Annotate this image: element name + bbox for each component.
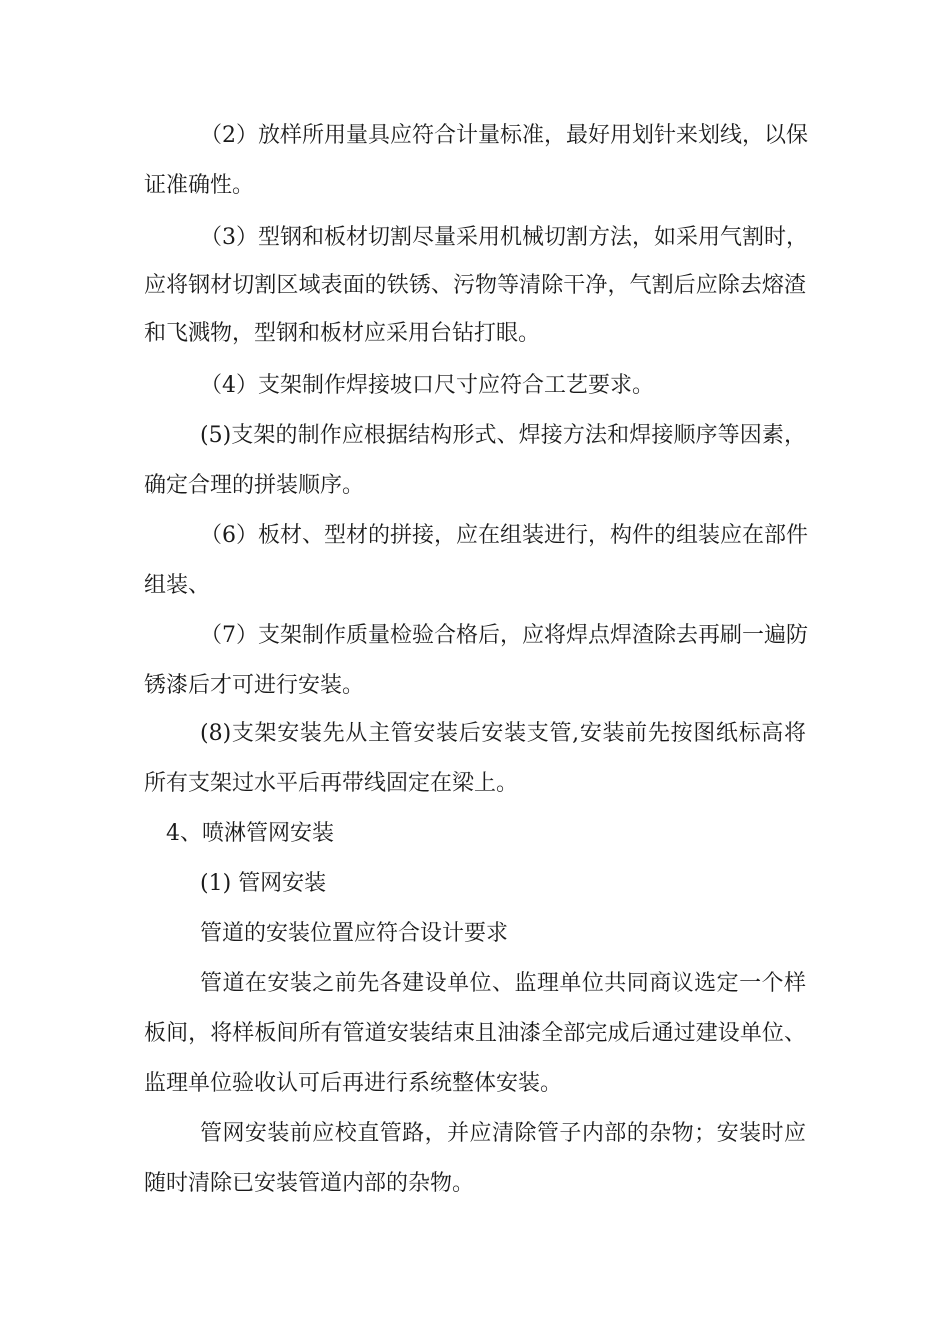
- paragraph-clean-line-1: 管网安装前应校直管路，并应清除管子内部的杂物；安装时应: [200, 1121, 806, 1146]
- paragraph-3-line-2: 应将钢材切割区域表面的铁锈、污物等清除干净，气割后应除去熔渣: [144, 273, 806, 298]
- paragraph-2-line-1: （2）放样所用量具应符合计量标准，最好用划针来划线，以保: [200, 123, 808, 148]
- paragraph-sample-line-1: 管道在安装之前先各建设单位、监理单位共同商议选定一个样: [200, 971, 806, 996]
- paragraph-sample-line-3: 监理单位验收认可后再进行系统整体安装。: [144, 1071, 563, 1096]
- paragraph-8-line-1: (8)支架安装先从主管安装后安装支管,安装前先按图纸标高将: [200, 721, 806, 746]
- paragraph-3-line-3: 和飞溅物，型钢和板材应采用台钻打眼。: [144, 321, 541, 346]
- paragraph-requirement: 管道的安装位置应符合设计要求: [200, 921, 509, 946]
- paragraph-7-line-2: 锈漆后才可进行安装。: [144, 673, 365, 698]
- paragraph-7-line-1: （7）支架制作质量检验合格后，应将焊点焊渣除去再刷一遍防: [200, 623, 808, 648]
- section-heading: 4、喷淋管网安装: [166, 821, 334, 846]
- paragraph-2-line-2: 证准确性。: [144, 173, 255, 198]
- paragraph-5-line-2: 确定合理的拼装顺序。: [144, 473, 365, 498]
- paragraph-3-line-1: （3）型钢和板材切割尽量采用机械切割方法，如采用气割时，: [200, 225, 808, 250]
- paragraph-8-line-2: 所有支架过水平后再带线固定在梁上。: [144, 771, 519, 796]
- paragraph-6-line-2: 组装、: [144, 573, 211, 598]
- paragraph-sample-line-2: 板间，将样板间所有管道安装结束且油漆全部完成后通过建设单位、: [144, 1021, 806, 1046]
- paragraph-clean-line-2: 随时清除已安装管道内部的杂物。: [144, 1171, 475, 1196]
- subsection-heading: (1) 管网安装: [200, 871, 327, 896]
- paragraph-4-line-1: （4）支架制作焊接坡口尺寸应符合工艺要求。: [200, 373, 654, 398]
- paragraph-5-line-1: (5)支架的制作应根据结构形式、焊接方法和焊接顺序等因素，: [200, 423, 806, 448]
- paragraph-6-line-1: （6）板材、型材的拼接，应在组装进行，构件的组装应在部件: [200, 523, 808, 548]
